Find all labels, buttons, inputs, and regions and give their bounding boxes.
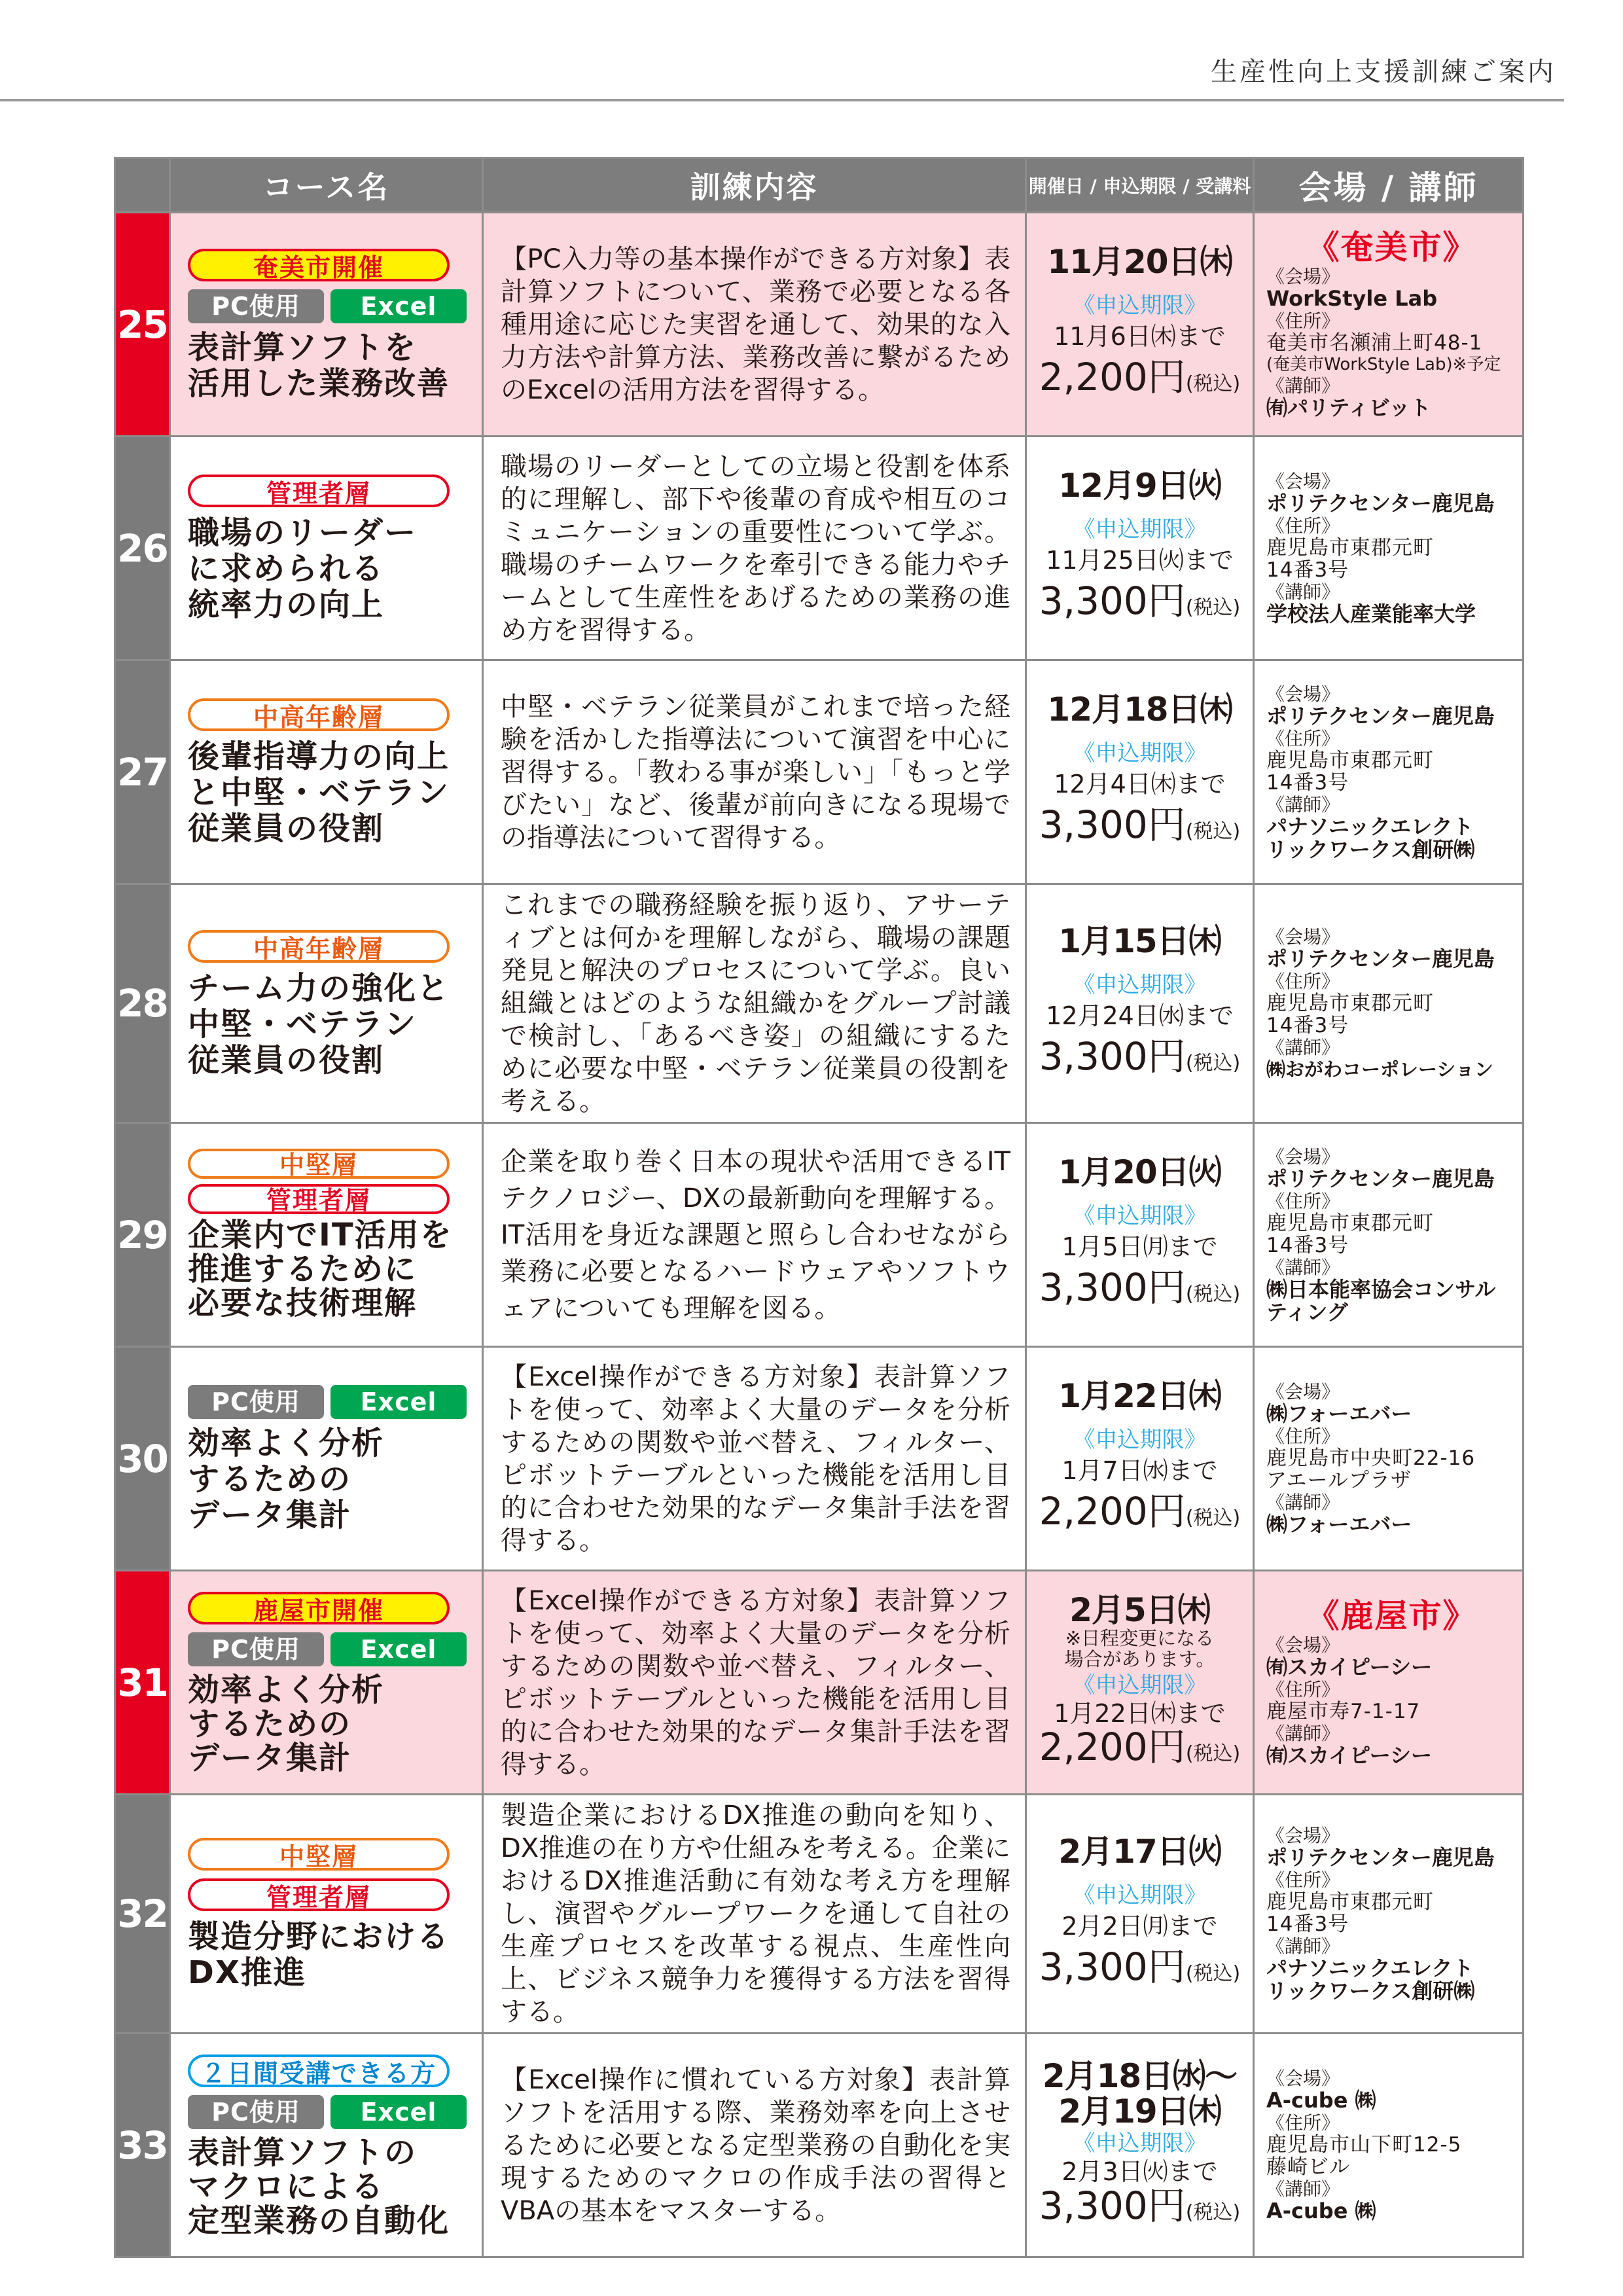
tax-label: (税込)	[1185, 596, 1241, 619]
tax-label: (税込)	[1185, 1742, 1241, 1765]
venue-name: ポリテクセンター鹿児島	[1266, 703, 1495, 728]
badge-city: 鹿屋市開催	[188, 1592, 450, 1624]
fee-line	[1031, 2183, 1249, 2232]
deadline: 1月7日㈬まで	[1061, 1456, 1218, 1485]
date-cell	[1026, 213, 1254, 437]
course-row-28	[115, 884, 1524, 1123]
address-label: 《住所》	[1266, 1190, 1340, 1212]
date-cell	[1026, 660, 1254, 884]
deadline-label: 《申込期限》	[1073, 1427, 1207, 1453]
course-content: 企業を取り巻く日本の現状や活用できるITテクノロジー、DXの最新動向を理解する。IT活用を身近な課題と照らし合わせながら業務に必要となるハードウェアやソフトウェアについても理解を図る。	[483, 1123, 1026, 1347]
fee: 3,300円	[1039, 2183, 1186, 2228]
lecturer: ㈱フォーエバー	[1266, 1512, 1412, 1537]
date-cell	[1026, 884, 1254, 1123]
date-cell	[1026, 1571, 1254, 1795]
lecturer-label: 《講師》	[1266, 1036, 1340, 1058]
venue-cell	[1254, 2034, 1524, 2257]
address-label: 《住所》	[1266, 970, 1340, 992]
course-title: 後輩指導力の向上 と中堅・ベテラン 従業員の役割	[188, 738, 450, 847]
fee: 2,200円	[1039, 355, 1186, 399]
venue-label: 《会場》	[1266, 1825, 1340, 1846]
course-name-cell	[170, 1123, 483, 1347]
address-line2: 14番3号	[1266, 1013, 1349, 1037]
lecturer-label: 《講師》	[1266, 793, 1340, 816]
lecturer-label: 《講師》	[1266, 2178, 1340, 2200]
address: 鹿児島市東郡元町	[1266, 991, 1434, 1015]
address: 鹿児島市東郡元町	[1266, 1890, 1434, 1914]
course-title: 職場のリーダー に求められる 統率力の向上	[188, 514, 418, 623]
course-content: 中堅・ベテラン従業員がこれまで培った経験を活かした指導法について演習を中心に習得する。「教わる事が楽しい」「もっと学びたい」など、後輩が前向きになる現場での指導法について習得する。	[483, 660, 1026, 884]
tag-pc: PC使用	[188, 1385, 324, 1419]
date-cell	[1026, 1123, 1254, 1347]
course-date: 1月20日㈫	[1058, 1153, 1221, 1191]
tax-label: (税込)	[1185, 1283, 1241, 1306]
course-name-cell	[170, 660, 483, 884]
fee: 2,200円	[1039, 1725, 1186, 1769]
course-number: 29	[115, 1123, 170, 1347]
fee-line	[1031, 1725, 1249, 1772]
fee: 3,300円	[1039, 802, 1186, 847]
tag-excel: Excel	[330, 289, 467, 323]
venue-city: 《鹿屋市》	[1306, 1597, 1477, 1635]
tag-pc: PC使用	[188, 1632, 324, 1666]
badge-level: 管理者層	[188, 475, 450, 507]
header-date: 開催日 / 申込期限 / 受講料	[1026, 158, 1254, 213]
venue-cell	[1254, 1571, 1524, 1795]
course-table	[114, 157, 1524, 2258]
course-row-25	[115, 213, 1524, 437]
deadline-label: 《申込期限》	[1073, 1882, 1207, 1909]
venue-label: 《会場》	[1266, 266, 1340, 287]
course-date-end: 2月19日㈭	[1058, 2092, 1221, 2130]
address-label: 《住所》	[1266, 1426, 1340, 1447]
address-line2: 14番3号	[1266, 1912, 1349, 1936]
venue-cell	[1254, 1795, 1524, 2034]
address-line2: 14番3号	[1266, 1233, 1349, 1257]
course-number: 28	[115, 884, 170, 1123]
venue-cell	[1254, 1123, 1524, 1347]
course-row-27	[115, 660, 1524, 884]
deadline: 11月6日㈭まで	[1054, 322, 1226, 351]
fee: 3,300円	[1039, 1944, 1186, 1989]
venue-name: ㈱フォーエバー	[1266, 1401, 1412, 1426]
course-date: 1月22日㈭	[1058, 1377, 1221, 1415]
venue-label: 《会場》	[1266, 1381, 1340, 1403]
course-number: 25	[115, 213, 170, 437]
venue-name: ポリテクセンター鹿児島	[1266, 946, 1495, 971]
tag-excel: Excel	[330, 2095, 467, 2129]
lecturer: パナソニックエレクト リックワークス創研㈱	[1266, 1956, 1475, 2003]
address-line2: 14番3号	[1266, 558, 1349, 582]
address-line2: 14番3号	[1266, 770, 1349, 795]
course-name-cell	[170, 213, 483, 437]
address-label: 《住所》	[1266, 1679, 1340, 1700]
lecturer: ㈲パリティビット	[1266, 395, 1431, 420]
page-header: 生産性向上支援訓練ご案内	[1211, 57, 1556, 87]
course-name-cell	[170, 2034, 483, 2257]
address: 鹿児島市東郡元町	[1266, 536, 1434, 560]
deadline: 2月3日㈫まで	[1061, 2157, 1218, 2186]
course-date: 12月9日㈫	[1058, 467, 1221, 505]
badge-level: 中堅層	[188, 1149, 450, 1179]
address-label: 《住所》	[1266, 2112, 1340, 2134]
course-date: 12月18日㈭	[1047, 691, 1232, 728]
fee: 2,200円	[1039, 1489, 1186, 1534]
lecturer: ㈱日本能率協会コンサル ティング	[1266, 1276, 1496, 1325]
course-title: 表計算ソフトの マクロによる 定型業務の自動化	[188, 2134, 450, 2239]
course-content: 【Excel操作ができる方対象】表計算ソフトを使って、効率よく大量のデータを分析するための関数や並べ替え、フィルター、ピボットテーブルといった機能を活用し目的に合わせた効果的なデータ集計手法を習得する。	[483, 1571, 1026, 1795]
table-header-row	[115, 158, 1524, 213]
course-row-29	[115, 1123, 1524, 1347]
venue-name: ポリテクセンター鹿児島	[1266, 1845, 1495, 1870]
course-number: 33	[115, 2034, 170, 2257]
date-cell	[1026, 1795, 1254, 2034]
venue-cell	[1254, 437, 1524, 660]
course-name-cell	[170, 884, 483, 1123]
course-content: これまでの職務経験を振り返り、アサーティブとは何かを理解しながら、職場の課題発見と解決のプロセスについて学ぶ。良い組織とはどのような組織かをグループ討議で検討し、「あるべき姿」の組織にするために必要な中堅・ベテラン従業員の役割を考える。	[483, 884, 1026, 1123]
lecturer: ㈲スカイピーシー	[1266, 1743, 1433, 1768]
tax-label: (税込)	[1185, 1507, 1241, 1530]
tag-excel: Excel	[330, 1632, 467, 1666]
header-content: 訓練内容	[483, 158, 1026, 213]
course-title: 企業内でIT活用を 推進するために 必要な技術理解	[188, 1216, 453, 1321]
fee: 3,300円	[1039, 1265, 1186, 1310]
course-row-31	[115, 1571, 1524, 1795]
header-course: コース名	[170, 158, 483, 213]
venue-name: A-cube ㈱	[1266, 2088, 1376, 2113]
course-number: 27	[115, 660, 170, 884]
lecturer-label: 《講師》	[1266, 1256, 1340, 1278]
course-number: 30	[115, 1347, 170, 1571]
venue-label: 《会場》	[1266, 925, 1340, 948]
address: 鹿屋市寿7-1-17	[1266, 1700, 1421, 1723]
deadline: 2月2日㈪まで	[1061, 1911, 1218, 1941]
course-date: 2月17日㈫	[1058, 1832, 1221, 1871]
badge-city: 奄美市開催	[188, 249, 450, 281]
badge-level: 中堅層	[188, 1838, 450, 1871]
course-name-cell	[170, 1795, 483, 2034]
deadline-label: 《申込期限》	[1073, 2130, 1207, 2157]
schedule-note: ※日程変更になる 場合があります。	[1064, 1627, 1215, 1670]
course-name-cell	[170, 1571, 483, 1795]
deadline-label: 《申込期限》	[1073, 1672, 1207, 1698]
venue-name: ㈲スカイピーシー	[1266, 1655, 1433, 1679]
lecturer: パナソニックエレクト リックワークス創研㈱	[1266, 814, 1475, 862]
deadline: 1月22日㈭まで	[1054, 1699, 1226, 1728]
tax-label: (税込)	[1185, 2201, 1241, 2224]
course-content: 【Excel操作ができる方対象】表計算ソフトを使って、効率よく大量のデータを分析するための関数や並べ替え、フィルター、ピボットテーブルといった機能を活用し目的に合わせた効果的なデータ集計手法を習得する。	[483, 1347, 1026, 1571]
date-cell	[1026, 437, 1254, 660]
lecturer-label: 《講師》	[1266, 581, 1340, 603]
deadline: 12月24日㈬まで	[1046, 1001, 1234, 1030]
badge-level-2: 管理者層	[188, 1184, 450, 1214]
tag-pc: PC使用	[188, 2095, 324, 2129]
address: 鹿児島市山下町12-5	[1266, 2133, 1462, 2157]
course-date: 2月5日㈭	[1069, 1591, 1210, 1629]
badge-two-day: ２日間受講できる方	[188, 2054, 450, 2087]
venue-city: 《奄美市》	[1306, 228, 1477, 266]
address: 鹿児島市中央町22-16	[1266, 1446, 1476, 1470]
course-title: 製造分野における DX推進	[188, 1918, 450, 1991]
deadline: 1月5日㈪まで	[1061, 1232, 1218, 1261]
course-content: 【PC入力等の基本操作ができる方対象】表計算ソフトについて、業務で必要となる各種用途に応じた実習を通して、効果的な入力方法や計算方法、業務改善に繋がるためのExcelの活用方法を習得する。	[483, 213, 1026, 437]
lecturer: A-cube ㈱	[1266, 2198, 1376, 2223]
tax-label: (税込)	[1185, 1051, 1241, 1075]
fee: 3,300円	[1039, 579, 1186, 623]
address: 鹿児島市東郡元町	[1266, 748, 1434, 772]
date-cell	[1026, 2034, 1254, 2257]
course-date: 11月20日㈭	[1047, 243, 1232, 281]
deadline-label: 《申込期限》	[1073, 740, 1207, 766]
deadline: 11月25日㈫まで	[1046, 546, 1234, 575]
tax-label: (税込)	[1185, 372, 1241, 395]
venue-name: ポリテクセンター鹿児島	[1266, 1166, 1495, 1191]
course-title: 効率よく分析 するための データ集計	[188, 1671, 385, 1776]
venue-cell	[1254, 1347, 1524, 1571]
course-title: チーム力の強化と 中堅・ベテラン 従業員の役割	[188, 969, 450, 1079]
venue-label: 《会場》	[1266, 471, 1340, 492]
lecturer: 学校法人産業能率大学	[1266, 601, 1476, 626]
course-number: 26	[115, 437, 170, 660]
course-name-cell	[170, 437, 483, 660]
venue-cell	[1254, 660, 1524, 884]
course-title: 効率よく分析 するための データ集計	[188, 1425, 385, 1534]
venue-name: WorkStyle Lab	[1266, 286, 1438, 311]
header-rule	[0, 99, 1564, 101]
address-line2: アエールプラザ	[1266, 1469, 1412, 1492]
course-title: 表計算ソフトを 活用した業務改善	[188, 329, 450, 402]
lecturer-label: 《講師》	[1266, 1935, 1340, 1957]
course-name-cell	[170, 1347, 483, 1571]
fee: 3,300円	[1039, 1033, 1186, 1079]
venue-cell	[1254, 213, 1524, 437]
venue-label: 《会場》	[1266, 1145, 1340, 1168]
lecturer-label: 《講師》	[1266, 1492, 1340, 1513]
address-note: (奄美市WorkStyle Lab)※予定	[1266, 355, 1501, 374]
deadline-label: 《申込期限》	[1073, 293, 1207, 319]
deadline-label: 《申込期限》	[1073, 516, 1207, 543]
course-date: 2月18日㈬～	[1042, 2057, 1238, 2095]
course-content: 【Excel操作に慣れている方対象】表計算ソフトを活用する際、業務効率を向上させるために必要となる定型業務の自動化を実現するためのマクロの作成手法の習得とVBAの基本をマスターする。	[483, 2034, 1026, 2257]
course-row-32	[115, 1795, 1524, 2034]
address: 鹿児島市東郡元町	[1266, 1211, 1434, 1235]
course-content: 職場のリーダーとしての立場と役割を体系的に理解し、部下や後輩の育成や相互のコミュニケーションの重要性について学ぶ。職場のチームワークを牽引できる能力やチームとして生産性をあげるための業務の進め方を習得する。	[483, 437, 1026, 660]
address-line2: 藤崎ビル	[1266, 2155, 1350, 2179]
tag-pc: PC使用	[188, 289, 324, 323]
address-label: 《住所》	[1266, 310, 1340, 332]
address-label: 《住所》	[1266, 1869, 1340, 1891]
header-venue: 会場 / 講師	[1254, 158, 1524, 213]
venue-label: 《会場》	[1266, 2068, 1340, 2089]
badge-level: 中高年齢層	[188, 930, 450, 963]
deadline: 12月4日㈭まで	[1054, 770, 1226, 798]
tax-label: (税込)	[1185, 820, 1241, 843]
tax-label: (税込)	[1185, 1962, 1241, 1985]
header-no	[115, 158, 170, 213]
course-content: 製造企業におけるDX推進の動向を知り、DX推進の在り方や仕組みを考える。企業におけるDX推進活動に有効な考え方を理解し、演習やグループワークを通して自社の生産プロセスを改革する視点、生産性向上、ビジネス競争力を獲得する方法を習得する。	[483, 1795, 1026, 2034]
course-row-30	[115, 1347, 1524, 1571]
course-row-33	[115, 2034, 1524, 2257]
course-number: 31	[115, 1571, 170, 1795]
course-number: 32	[115, 1795, 170, 2034]
date-cell	[1026, 1347, 1254, 1571]
venue-label: 《会場》	[1266, 1634, 1340, 1656]
lecturer-label: 《講師》	[1266, 1723, 1340, 1744]
tag-excel: Excel	[330, 1385, 467, 1419]
badge-level-2: 管理者層	[188, 1878, 450, 1911]
venue-label: 《会場》	[1266, 683, 1340, 705]
venue-name: ポリテクセンター鹿児島	[1266, 491, 1495, 516]
lecturer: ㈱おがわコーポレーション	[1266, 1058, 1493, 1081]
badge-level: 中高年齢層	[188, 698, 450, 731]
address-label: 《住所》	[1266, 515, 1340, 537]
address: 奄美市名瀬浦上町48-1	[1266, 331, 1483, 355]
course-date: 1月15日㈭	[1058, 922, 1221, 960]
address-label: 《住所》	[1266, 727, 1340, 749]
venue-cell	[1254, 884, 1524, 1123]
deadline-label: 《申込期限》	[1073, 971, 1207, 998]
lecturer-label: 《講師》	[1266, 375, 1340, 397]
deadline-label: 《申込期限》	[1073, 1203, 1207, 1229]
course-row-26	[115, 437, 1524, 660]
